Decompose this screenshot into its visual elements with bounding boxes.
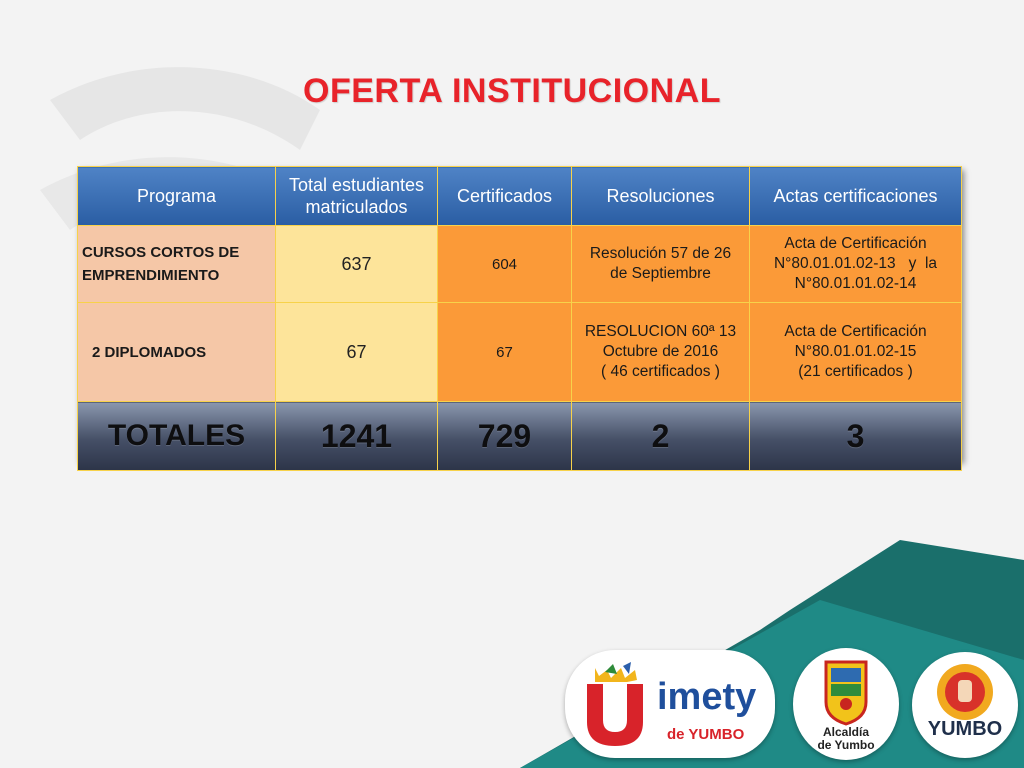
totals-label: TOTALES bbox=[78, 402, 276, 471]
yumbo-thumb-graphic bbox=[912, 652, 1018, 758]
totals-estudiantes: 1241 bbox=[276, 402, 438, 471]
cell-line: Resolución 57 de 26 bbox=[589, 245, 732, 262]
cell-actas bbox=[750, 226, 962, 303]
totals-certificados: 729 bbox=[438, 402, 572, 471]
yumbo-logo-name: YUMBO bbox=[927, 718, 1003, 740]
cell-certificados: 604 bbox=[438, 226, 572, 303]
imety-logo-subtitle: de YUMBO bbox=[667, 726, 745, 743]
header-total-estudiantes: Total estudiantes matriculados bbox=[276, 167, 438, 226]
cell-total: 637 bbox=[276, 226, 438, 303]
cell-actas bbox=[750, 303, 962, 402]
header-certificados: Certificados bbox=[438, 167, 572, 226]
cell-certificados: 67 bbox=[438, 303, 572, 402]
cell-line: N°80.01.01.02-14 bbox=[794, 275, 917, 292]
oferta-table bbox=[77, 166, 961, 460]
cell-programa: CURSOS CORTOS DE EMPRENDIMIENTO bbox=[78, 226, 276, 303]
alcaldia-line2: de Yumbo bbox=[817, 738, 875, 752]
alcaldia-line1: Alcaldía bbox=[822, 725, 870, 739]
imety-logo-name: imety bbox=[657, 676, 757, 718]
page-title: OFERTA INSTITUCIONAL bbox=[303, 72, 721, 110]
cell-resoluciones bbox=[572, 226, 750, 303]
cell-line: Acta de Certificación bbox=[784, 235, 927, 252]
cell-programa: 2 DIPLOMADOS bbox=[78, 303, 276, 402]
yumbo-logo bbox=[912, 652, 1018, 758]
cell-line: de Septiembre bbox=[610, 265, 711, 282]
table-row bbox=[78, 303, 962, 402]
cell-line: ( 46 certificados ) bbox=[601, 363, 720, 380]
cell-resoluciones bbox=[572, 303, 750, 402]
cell-line: (21 certificados ) bbox=[798, 363, 913, 380]
alcaldia-logo bbox=[793, 648, 899, 760]
totals-row bbox=[78, 402, 962, 471]
totals-resoluciones: 2 bbox=[572, 402, 750, 471]
table-row bbox=[78, 226, 962, 303]
cell-total: 67 bbox=[276, 303, 438, 402]
header-resoluciones: Resoluciones bbox=[572, 167, 750, 226]
cell-line: Octubre de 2016 bbox=[602, 343, 719, 360]
cell-line: RESOLUCION 60ª 13 bbox=[584, 323, 737, 340]
imety-logo bbox=[565, 650, 775, 758]
header-programa: Programa bbox=[78, 167, 276, 226]
cell-line: N°80.01.01.02-13 y la bbox=[773, 255, 938, 272]
totals-actas: 3 bbox=[750, 402, 962, 471]
table-header-row bbox=[78, 167, 962, 226]
header-actas: Actas certificaciones bbox=[750, 167, 962, 226]
cell-line: Acta de Certificación bbox=[784, 323, 927, 340]
cell-line: N°80.01.01.02-15 bbox=[794, 343, 917, 360]
